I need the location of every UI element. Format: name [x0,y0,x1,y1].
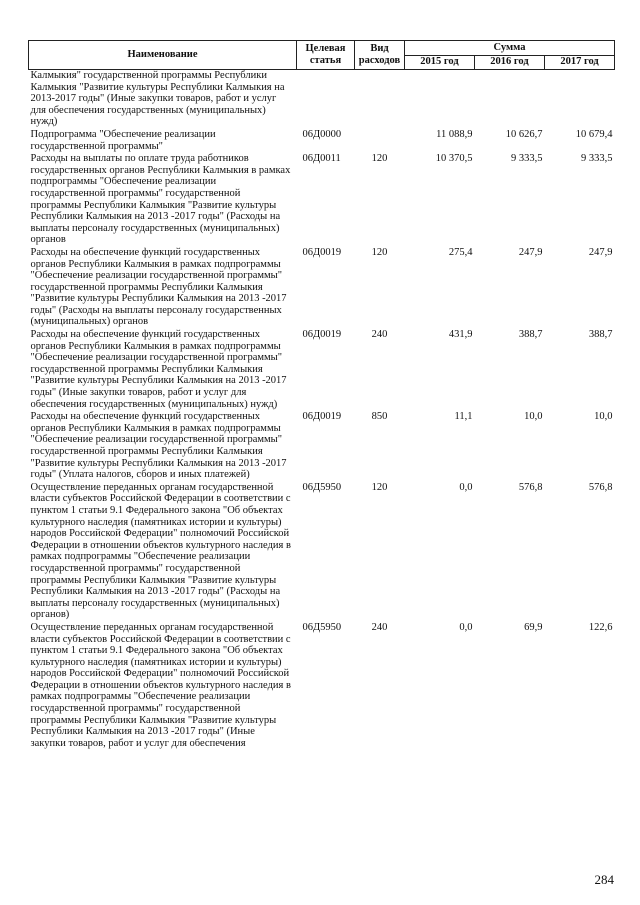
row-sum-2015: 11 088,9 [436,128,473,140]
row-article: 06Д0000 [302,128,342,140]
row-sum-2017 [545,70,615,129]
row-sum-2015: 275,4 [448,246,473,258]
row-sum-2017: 247,9 [588,246,613,258]
table-header [29,41,615,70]
budget-table [28,40,615,750]
row-sum-2017: 10,0 [594,411,613,423]
row-article: 06Д5950 [302,621,342,633]
table-row [29,129,615,153]
row-sum-2015: 0,0 [459,481,473,493]
row-sum-2016: 9 333,5 [511,153,543,165]
header-sum: Сумма [405,41,615,56]
row-article: 06Д5950 [302,481,342,493]
budget-sheet [28,40,614,750]
row-kind [355,70,405,129]
row-sum-2015: 0,0 [459,621,473,633]
row-kind [355,129,405,153]
header-kind: Вид расходов [355,41,405,70]
row-article: 06Д0011 [302,153,341,165]
row-sum-2015: 431,9 [448,329,473,341]
row-kind: 120 [371,246,388,258]
row-sum-2017: 388,7 [588,329,613,341]
row-kind: 850 [371,411,388,423]
row-sum-2017: 10 679,4 [575,128,613,140]
page-number: 284 [594,872,614,887]
row-article: 06Д0019 [302,411,342,423]
header-year-2017: 2017 год [545,55,615,70]
row-sum-2017: 9 333,5 [581,153,613,165]
row-sum-2016: 388,7 [518,329,543,341]
row-article: 06Д0019 [302,246,342,258]
table-row [29,153,615,247]
table-row [29,411,615,482]
row-sum-2017: 122,6 [588,621,613,633]
header-article: Целевая статья [297,41,355,70]
row-name: Калмыкия" государственной программы Республики Калмыкия "Развитие культуры Республики Калмыкия на 2013-2017 годы" (Иные закупки товаров, работ и услуг для обеспечения государственных (муниципальных) нужд) [30,70,285,128]
row-sum-2016: 247,9 [518,246,543,258]
row-kind: 120 [371,481,388,493]
row-name: Подпрограмма "Обеспечение реализации государственной программы" [30,128,216,152]
row-sum-2015: 11,1 [454,411,473,423]
row-name: Расходы на обеспечение функций государственных органов Республики Калмыкия в рамках подпрограммы "Обеспечение реализации государственной программы" государственной программы Республики Калмыкия "Развитие культуры Республики Калмыкия на 2013 -2017 годы" (Расходы на выплаты персоналу государственных (муниципальных) органов [30,246,287,328]
table-row [29,482,615,622]
row-name: Осуществление переданных органам государственной власти субъектов Российской Федерации в соответствии с пунктом 1 статьи 9.1 Федерального закона "Об объектах культурного наследия (памятниках истории и культуры) народов Российской Федерации" полномочий Российской Федерации в отношении объектов культурного наследия в рамках подпрограммы "Обеспечение реализации государственной программы" государственной программы Республики Калмыкия "Развитие культуры Республики Калмыкия на 2013 -2017 годы" (Расходы на выплаты персоналу государственных (муниципальных) органов) [30,481,291,621]
row-kind: 240 [371,329,388,341]
row-article [297,70,355,129]
table-body [29,70,615,751]
header-year-2016: 2016 год [475,55,545,70]
row-sum-2016 [475,70,545,129]
table-row [29,247,615,329]
row-kind: 120 [371,153,388,165]
row-sum-2016: 10 626,7 [505,128,543,140]
row-name: Расходы на выплаты по оплате труда работников государственных органов Республики Калмыкия в рамках подпрограммы "Обеспечение реализации государственной программы" государственной программы Республики Калмыкия "Развитие культуры Республики Калмыкия на 2013 -2017 годы" (Расходы на выплаты персоналу государственных (муниципальных) органов [30,153,291,246]
row-sum-2016: 10,0 [524,411,543,423]
table-row [29,70,615,129]
row-name: Расходы на обеспечение функций государственных органов Республики Калмыкия в рамках подпрограммы "Обеспечение реализации государственной программы" государственной программы Республики Калмыкия "Развитие культуры Республики Калмыкия на 2013 -2017 годы" (Иные закупки товаров, работ и услуг для обеспечения государственных (муниципальных) нужд) [30,329,287,410]
row-article: 06Д0019 [302,329,342,341]
header-year-2015: 2015 год [405,55,475,70]
table-row [29,329,615,411]
row-sum-2017: 576,8 [588,481,613,493]
row-kind: 240 [371,621,388,633]
row-sum-2016: 576,8 [518,481,543,493]
header-name: Наименование [29,41,297,70]
row-sum-2015 [405,70,475,129]
row-sum-2015: 10 370,5 [435,153,473,165]
table-row [29,622,615,751]
row-name: Расходы на обеспечение функций государственных органов Республики Калмыкия в рамках подпрограммы "Обеспечение реализации государственной программы" государственной программы Республики Калмыкия "Развитие культуры Республики Калмыкия на 2013 -2017 годы" (Уплата налогов, сборов и иных платежей) [30,411,287,481]
row-sum-2016: 69,9 [524,621,543,633]
row-name: Осуществление переданных органам государственной власти субъектов Российской Федерации в соответствии с пунктом 1 статьи 9.1 Федерального закона "Об объектах культурного наследия (памятниках истории и культуры) народов Российской Федерации" полномочий Российской Федерации в отношении объектов культурного наследия в рамках подпрограммы "Обеспечение реализации государственной программы" государственной программы Республики Калмыкия "Развитие культуры Республики Калмыкия на 2013 -2017 годы" (Иные закупки товаров, работ и услуг для обеспечения [30,621,291,749]
